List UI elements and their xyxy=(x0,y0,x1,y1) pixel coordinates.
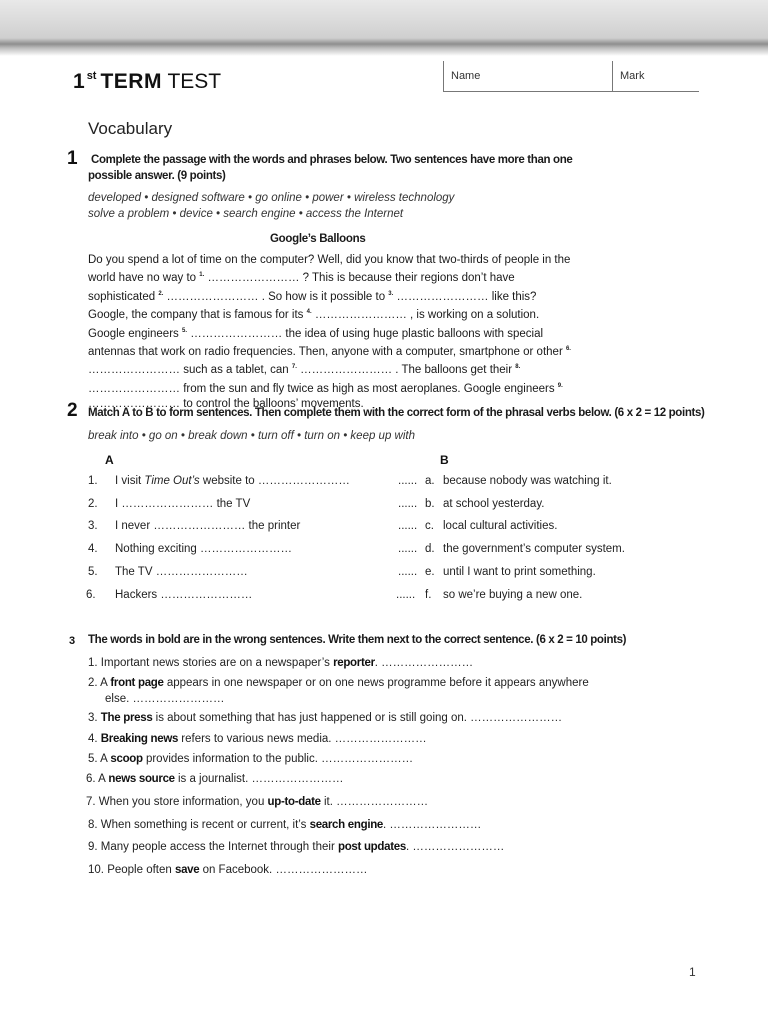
q3-item: 10. People often save on Facebook. …………………… xyxy=(88,864,368,876)
q3-item: 6. A news source is a journalist. …………………… xyxy=(86,773,344,785)
top-bar xyxy=(0,0,768,56)
passage-title: Google’s Balloons xyxy=(270,233,366,245)
page-number: 1 xyxy=(689,965,696,979)
name-mark-divider xyxy=(612,61,613,91)
q3-item: 8. When something is recent or current, it’s search engine. …………………… xyxy=(88,819,482,831)
column-a-heading: A xyxy=(105,453,114,467)
q1-instruction-line2: possible answer. (9 points) xyxy=(88,170,226,182)
column-b-heading: B xyxy=(440,453,449,467)
q3-number: 3 xyxy=(69,635,76,647)
passage-line: world have no way to $^{1.}$ …………………… ? This is because their regions don’t have xyxy=(88,272,515,285)
name-mark-box xyxy=(443,61,699,92)
q3-item: 2. A front page appears in one newspaper or on one news programme before it appears anywhere xyxy=(88,677,589,689)
passage-line: antennas that work on radio frequencies. Then, anyone with a computer, smartphone or other $^{6.}$ xyxy=(88,346,571,359)
passage-text xyxy=(88,253,608,413)
q3-item: 4. Breaking news refers to various news media. …………………… xyxy=(88,733,427,745)
title-superscript: st xyxy=(86,70,97,82)
q3-item: 7. When you store information, you up-to-date it. …………………… xyxy=(86,796,429,808)
passage-line: Do you spend a lot of time on the computer? Well, did you know that two-thirds of people in the xyxy=(88,254,571,266)
q2-number: 2 xyxy=(67,400,78,421)
q2-instruction: Match A to B to form sentences. Then complete them with the correct form of the phrasal verbs below. (6 x 2 = 12 points) xyxy=(88,407,705,419)
passage-line: …………………… to control the balloons’ movements. xyxy=(88,398,364,411)
q3-item: 9. Many people access the Internet through their post updates. …………………… xyxy=(88,841,505,853)
q3-instruction: The words in bold are in the wrong sentences. Write them next to the correct sentence. (6 x 2 = 10 points) xyxy=(88,634,627,646)
q1-word-list-line2: solve a problem • device • search engine • access the Internet xyxy=(88,208,404,220)
section-title: Vocabulary xyxy=(88,119,173,138)
passage-line: Google, the company that is famous for its $^{4.}$ …………………… , is working on a solution. xyxy=(88,309,540,322)
name-field-label[interactable]: Name xyxy=(451,70,481,82)
q1-instruction-line1: Complete the passage with the words and phrases below. Two sentences have more than one xyxy=(91,154,573,166)
title-term: TERM xyxy=(100,70,162,93)
q3-item: 1. Important news stories are on a newspaper’s reporter. …………………… xyxy=(88,657,474,669)
q3-item-continuation: else. …………………… xyxy=(105,693,225,705)
page-title xyxy=(73,70,221,94)
title-number: 1 xyxy=(73,70,85,93)
passage-line: …………………… such as a tablet, can $^{7.}$ …………………… . The balloons get their $^{8.}$ xyxy=(88,364,521,377)
q3-item: 3. The press is about something that has just happened or is still going on. …………………… xyxy=(88,712,563,724)
title-test: TEST xyxy=(167,70,222,93)
q2-word-list: break into • go on • break down • turn off • turn on • keep up with xyxy=(88,430,415,442)
q1-number: 1 xyxy=(67,148,78,169)
passage-line: sophisticated $^{2.}$ …………………… . So how is it possible to $^{3.}$ …………………… like this? xyxy=(88,290,537,303)
mark-field-label[interactable]: Mark xyxy=(620,70,645,82)
passage-line: Google engineers $^{5.}$ …………………… the idea of using huge plastic balloons with special xyxy=(88,327,544,340)
q3-item: 5. A scoop provides information to the public. …………………… xyxy=(88,753,414,765)
passage-line: …………………… from the sun and fly twice as high as most aeroplanes. Google engineers $^{9.}$ xyxy=(88,382,563,395)
q1-word-list-line1: developed • designed software • go online • power • wireless technology xyxy=(88,192,455,204)
